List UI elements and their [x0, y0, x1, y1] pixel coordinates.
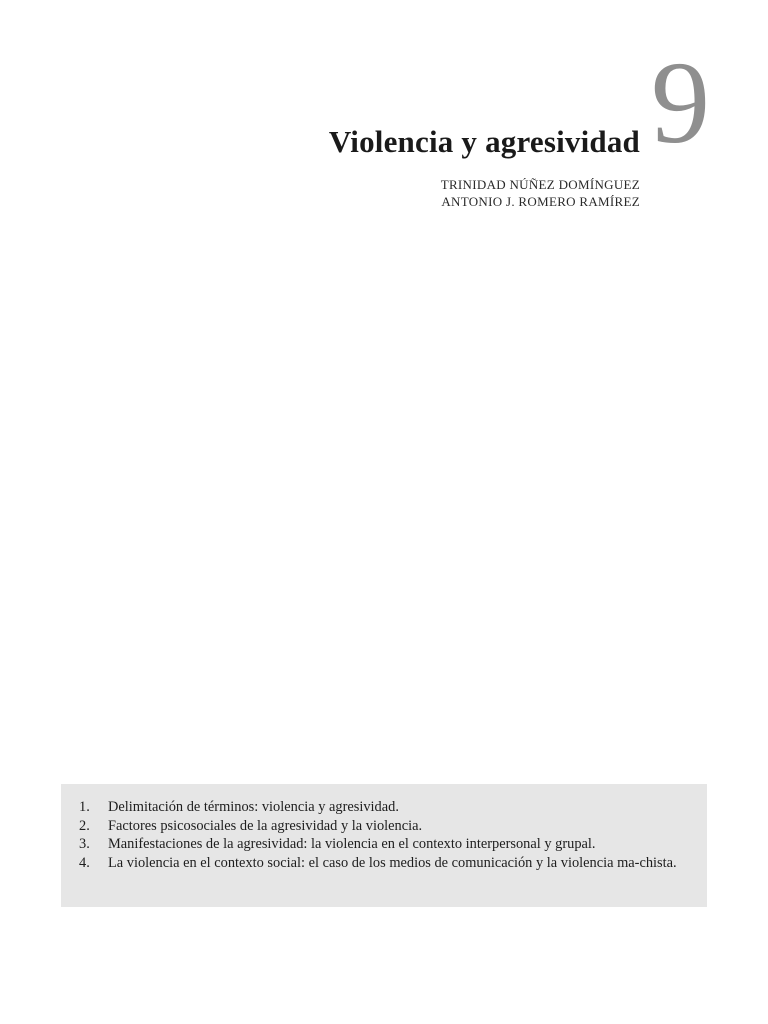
- chapter-number: 9: [651, 37, 710, 168]
- contents-item-number: 3.: [79, 836, 90, 853]
- chapter-title: Violencia y agresividad: [328, 124, 640, 159]
- contents-item-number: 2.: [79, 817, 90, 834]
- contents-item-text: Manifestaciones de la agresividad: la violencia en el contexto interpersonal y grupal.: [108, 836, 596, 853]
- contents-item: [79, 817, 687, 836]
- author-list: [441, 176, 640, 210]
- contents-item-text: Delimitación de términos: violencia y agresividad.: [108, 799, 399, 815]
- author-name: TRINIDAD NÚÑEZ DOMÍNGUEZ: [440, 177, 640, 192]
- contents-item-number: 4.: [79, 854, 90, 871]
- contents-item: [79, 798, 687, 817]
- author-name: ANTONIO J. ROMERO RAMÍREZ: [441, 194, 640, 209]
- contents-item: [79, 854, 687, 873]
- contents-item-number: 1.: [79, 799, 90, 815]
- chapter-contents-list: [79, 798, 687, 872]
- chapter-contents-box: [61, 784, 707, 907]
- contents-item-text: La violencia en el contexto social: el caso de los medios de comunicación y la violencia ma-chista.: [108, 854, 677, 871]
- contents-item-text: Factores psicosociales de la agresividad y la violencia.: [108, 817, 423, 834]
- contents-item: [79, 835, 687, 854]
